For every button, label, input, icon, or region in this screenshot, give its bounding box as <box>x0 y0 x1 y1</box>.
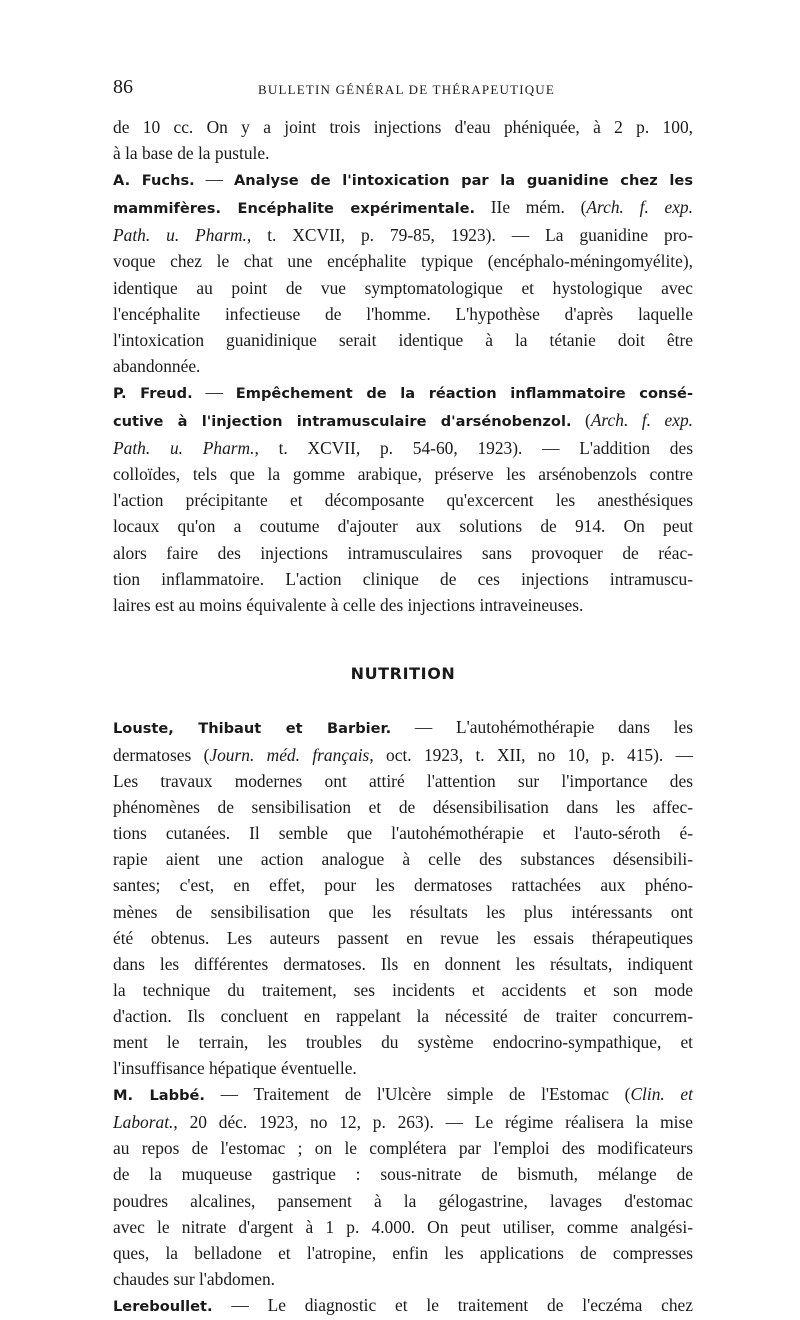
text-line: tion inflammatoire. L'action clinique de ces injections intramuscu- <box>113 568 693 589</box>
entry-author: M. Labbé. <box>113 1087 205 1105</box>
text-line: au repos de l'estomac ; on le complétera par l'emploi des modificateurs <box>113 1138 693 1159</box>
text-line: ques, la belladone et l'atropine, enfin les applications de compresses <box>113 1242 693 1263</box>
running-head: BULLETIN GÉNÉRAL DE THÉRAPEUTIQUE <box>258 82 556 97</box>
text-line: l'intoxication guanidinique serait identique à la tétanie doit être <box>113 329 693 350</box>
journal-name: Laborat. <box>113 1112 174 1133</box>
text-line <box>113 1109 693 1135</box>
journal-name: Path. u. Pharm. <box>113 225 247 246</box>
text-line: poudres alcalines, pansement à la gélogastrine, lavages d'estomac <box>113 1190 693 1211</box>
text-line: l'encéphalite infectieuse de l'homme. L'hypothèse d'après laquelle <box>113 303 693 324</box>
bibliography-entry-freud <box>113 379 693 618</box>
text-line: Les travaux modernes ont attiré l'attention sur l'importance des <box>113 771 693 792</box>
text-line: l'action précipitante et décomposante qu'excercent les anesthésiques <box>113 490 693 511</box>
entry-reference: IIe mém. ( <box>490 197 587 218</box>
text-line: laires est au moins équivalente à celle des injections intraveineuses. <box>113 594 584 615</box>
entry-author: Lereboullet. <box>113 1297 213 1315</box>
entry-reference: , t. XCVII, p. 79-85, 1923). — La guanidine pro- <box>246 225 693 246</box>
text-line: tions cutanées. Il semble que l'autohémothérapie et l'auto-séroth é- <box>113 823 693 844</box>
journal-name: Arch. f. exp. <box>590 410 693 431</box>
text-line: rapie aient une action analogue à celle des substances désensibili- <box>113 849 693 870</box>
text-line: phénomènes de sensibilisation et de désensibilisation dans les affec- <box>113 797 693 818</box>
journal-name: Clin. et <box>630 1084 693 1105</box>
entry-title: Analyse de l'intoxication par la guanidine chez les <box>233 172 694 190</box>
entry-reference: , 20 déc. 1923, no 12, p. 263). — Le régime réalisera la mise <box>173 1112 693 1133</box>
entry-reference: ( <box>585 410 591 431</box>
entry-title-text: — L'autohémothérapie dans les <box>391 716 693 737</box>
text-line: de 10 cc. On y a joint trois injections d'eau phéniquée, à 2 p. 100, <box>113 117 693 137</box>
entry-author: A. Fuchs. <box>113 172 195 190</box>
text-line: dans les différentes dermatoses. Ils en donnent les résultats, indiquent <box>113 953 693 974</box>
entry-heading-line <box>113 194 693 222</box>
text-line: voque chez le chat une encéphalite typique (encéphalo-méningomyélite), <box>113 251 693 272</box>
text-line <box>113 742 693 768</box>
text-line: colloïdes, tels que la gomme arabique, préserve les arsénobenzols contre <box>113 464 693 485</box>
bibliography-entry-fuchs <box>113 166 693 379</box>
text-line <box>113 222 693 248</box>
text-line: l'insuffisance hépatique éventuelle. <box>113 1058 357 1079</box>
text-line: à la base de la pustule. <box>113 143 270 164</box>
text-line: été obtenus. Les auteurs passent en revue les essais thérapeutiques <box>113 927 693 948</box>
text-line: alors faire des injections intramusculaires sans provoquer de réac- <box>113 542 693 563</box>
text-line: de la muqueuse gastrique : sous-nitrate de bismuth, mélange de <box>113 1164 693 1185</box>
entry-title-text: — Le diagnostic et le traitement de l'eczéma chez <box>212 1294 693 1315</box>
text-line: d'action. Ils concluent en rappelant la nécessité de traiter concurrem- <box>113 1005 693 1026</box>
text-line: avec le nitrate d'argent à 1 p. 4.000. On peut utiliser, comme analgési- <box>113 1216 693 1237</box>
text-line: mènes de sensibilisation que les résultats les plus intéressants ont <box>113 901 693 922</box>
entry-reference: , oct. 1923, t. XII, no 10, p. 415). — <box>369 744 693 765</box>
entry-title: cutive à l'injection intramusculaire d'arsénobenzol. <box>113 413 572 431</box>
entry-title: mammifères. Encéphalite expérimentale. <box>113 200 476 218</box>
journal-name: Journ. méd. français <box>209 744 370 765</box>
page-body <box>113 114 693 1320</box>
text-line: locaux qu'on a coutume d'ajouter aux solutions de 914. On peut <box>113 516 693 537</box>
entry-reference: dermatoses ( <box>113 744 210 765</box>
page-number: 86 <box>113 76 133 98</box>
entry-author: P. Freud. <box>113 384 193 402</box>
text-line: santes; c'est, en effet, pour les dermatoses rattachées aux phéno- <box>113 875 693 896</box>
text-line: abandonnée. <box>113 355 201 376</box>
entry-heading-line <box>113 407 693 435</box>
text-line: la technique du traitement, ses incidents et accidents et son mode <box>113 979 693 1000</box>
text-line: ment le terrain, les troubles du système endocrino-sympathique, et <box>113 1032 693 1052</box>
entry-heading-line: P. Freud. — Empêchement de la réaction inflammatoire consé- <box>113 381 694 402</box>
entry-heading-line <box>113 1292 693 1320</box>
text-line: chaudes sur l'abdomen. <box>113 1268 276 1289</box>
section-title: NUTRITION <box>350 663 456 683</box>
text-line: identique au point de vue symptomatologique et hystologique avec <box>113 277 693 298</box>
bibliography-entry-lereboullet <box>113 1292 693 1320</box>
entry-title: Empêchement de la réaction inflammatoire consé- <box>235 384 694 402</box>
entry-reference: , t. XCVII, p. 54-60, 1923). — L'addition des <box>254 438 693 459</box>
text-line <box>113 435 693 461</box>
continuation-paragraph <box>113 114 693 166</box>
entry-title-text: — Traitement de l'Ulcère simple de l'Estomac ( <box>204 1084 631 1105</box>
journal-name: Path. u. Pharm. <box>113 438 255 459</box>
bibliography-entry-louste <box>113 714 693 1081</box>
entry-heading-line <box>113 714 693 742</box>
entry-author: Louste, Thibaut et Barbier. <box>113 719 392 737</box>
bibliography-entry-labbe <box>113 1081 693 1292</box>
entry-heading-line: A. Fuchs. — Analyse de l'intoxication par la guanidine chez les <box>113 169 694 190</box>
entry-heading-line <box>113 1081 693 1109</box>
journal-name: Arch. f. exp. <box>586 197 693 218</box>
